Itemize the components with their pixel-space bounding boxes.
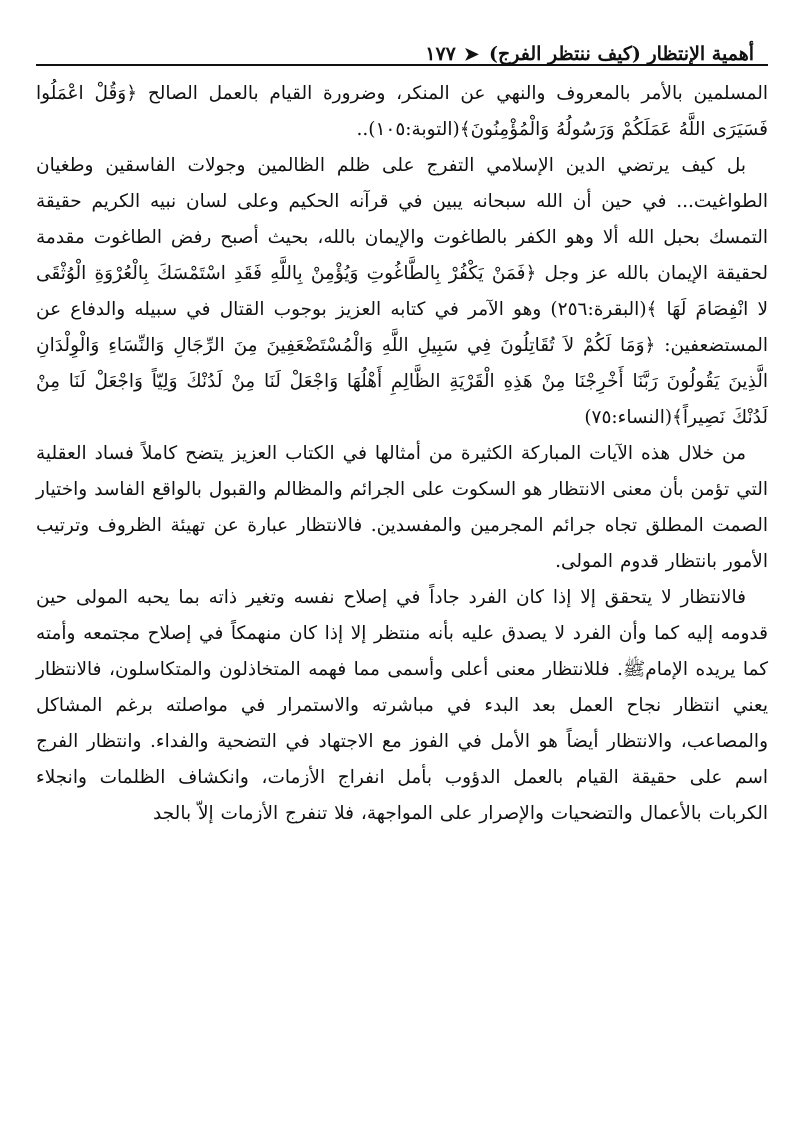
paragraph-conclusion: من خلال هذه الآيات المباركة الكثيرة من أمثالها في الكتاب العزيز يتضح كاملاً فساد العقلية التي تؤمن بأن معنى الانتظار هو السكوت على الجرائم والمظالم والقبول بالواقع الفاسد واختيار الصمت المطلق تجاه جرائم المجرمين والمفسدين. فالانتظار عبارة عن تهيئة الظروف وترتيب الأمور بانتظار قدوم المولى. (36, 443, 768, 572)
header-rule (36, 64, 768, 66)
paragraph-continuation: المسلمين بالأمر بالمعروف والنهي عن المنكر، وضرورة القيام بالعمل الصالح ﴿وَقُلْ اعْمَلُوا فَسَيَرَى اللَّهُ عَمَلَكُمْ وَرَسُولُهُ وَالْمُؤْمِنُونَ﴾(التوبة:١٠٥).. (36, 83, 768, 140)
page-number: ١٧٧ (425, 43, 456, 65)
body-text (36, 76, 768, 832)
running-header (36, 34, 754, 64)
chapter-title: أهمية الإنتظار (كيف ننتظر الفرج) (488, 43, 754, 65)
arrow-ornament-icon: ➤ (463, 44, 479, 65)
paragraph-meaning-of-waiting: فالانتظار لا يتحقق إلا إذا كان الفرد جاداً في إصلاح نفسه وتغير ذاته بما يحبه المولى حين قدومه إليه كما وأن الفرد لا يصدق عليه بأنه منتظر إلا إذا كان منهمكاً في إصلاح مجتمعه وأمته كما يريده الإمامﷺ. فللانتظار معنى أعلى وأسمى مما فهمه المتخاذلون والمتكاسلون، فالانتظار يعني انتظار نجاح العمل بعد البدء في مباشرته والاستمرار في مواصلته برغم المشاكل والمصاعب، والانتظار أيضاً هو الأمل في الفوز مع الاجتهاد في التضحية والفداء. وانتظار الفرج اسم على حقيقة القيام بالعمل الدؤوب بأمل انفراج الأزمات، وانكشاف الظلمات وانجلاء الكربات بالأعمال والتضحيات والإصرار على المواجهة، فلا تنفرج الأزمات إلاّ بالجد (36, 587, 768, 824)
paragraph-taghut: بل كيف يرتضي الدين الإسلامي التفرج على ظلم الظالمين وجولات الفاسقين وطغيان الطواغيت... في حين أن الله سبحانه يبين في قرآنه الحكيم وعلى لسان نبيه الكريم حقيقة التمسك بحبل الله ألا وهو الكفر بالطاغوت والإيمان بالله، بحيث أصبح رفض الطاغوت مقدمة لحقيقة الإيمان بالله عز وجل ﴿فَمَنْ يَكْفُرْ بِالطَّاغُوتِ وَيُؤْمِنْ بِاللَّهِ فَقَدِ اسْتَمْسَكَ بِالْعُرْوَةِ الْوُثْقَى لا انْفِصَامَ لَهَا ﴾(البقرة:٢٥٦) وهو الآمر في كتابه العزيز بوجوب القتال في سبيله والدفاع عن المستضعفين: ﴿وَمَا لَكُمْ لاَ تُقَاتِلُونَ فِي سَبِيلِ اللَّهِ وَالْمُسْتَضْعَفِينَ مِنَ الرِّجَالِ وَالنِّسَاءِ وَالْوِلْدَانِ الَّذِينَ يَقُولُونَ رَبَّنَا أَخْرِجْنَا مِنْ هَذِهِ الْقَرْيَةِ الظَّالِمِ أَهْلُهَا وَاجْعَلْ لَنَا مِنْ لَدُنْكَ وَلِيّاً وَاجْعَلْ لَنَا مِنْ لَدُنْكَ نَصِيراً﴾(النساء:٧٥) (36, 155, 769, 428)
